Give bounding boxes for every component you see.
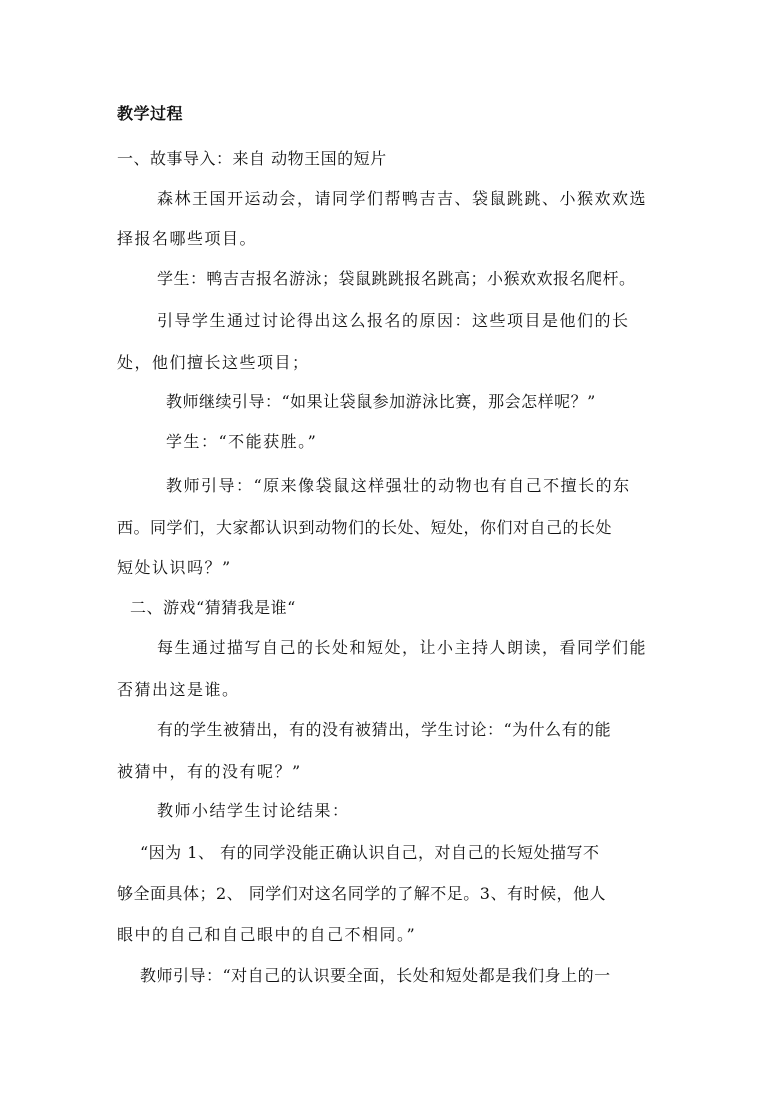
paragraph-line: 学生：“不能获胜。” <box>166 432 318 451</box>
paragraph-line: 择报名哪些项目。 <box>117 229 258 248</box>
paragraph-line: 短处认识吗？” <box>117 558 232 577</box>
paragraph-line: 每生通过描写自己的长处和短处，让小主持人朗读，看同学们能 <box>157 638 648 657</box>
paragraph-line: 引导学生通过讨论得出这么报名的原因：这些项目是他们的长 <box>157 311 630 330</box>
paragraph-line: 教师引导：“对自己的认识要全面，长处和短处都是我们身上的一 <box>140 966 611 985</box>
section-heading: 二、游戏“猜猜我是谁“ <box>130 598 296 617</box>
paragraph-line: 处，他们擅长这些项目； <box>117 353 310 372</box>
paragraph-line: 眼中的自己和自己眼中的自己不相同。” <box>117 925 417 944</box>
paragraph-line: 西。同学们，大家都认识到动物们的长处、短处，你们对自己的长处 <box>117 518 613 537</box>
paragraph-line: 否猜出这是谁。 <box>117 680 240 699</box>
section-title: 教学过程 <box>117 104 184 123</box>
paragraph-line: 教师引导：“原来像袋鼠这样强壮的动物也有自己不擅长的东 <box>166 476 631 495</box>
paragraph-line: 森林王国开运动会，请同学们帮鸭吉吉、袋鼠跳跳、小猴欢欢选 <box>157 189 648 208</box>
paragraph-line: 够全面具体；2、 同学们对这名同学的了解不足。3、有时候，他人 <box>117 884 606 903</box>
paragraph-line: 学生：鸭吉吉报名游泳；袋鼠跳跳报名跳高；小猴欢欢报名爬杆。 <box>157 269 636 288</box>
paragraph-line: 有的学生被猜出，有的没有被猜出，学生讨论：“为什么有的能 <box>157 720 612 739</box>
paragraph-line: 被猜中，有的没有呢？” <box>117 762 302 781</box>
paragraph-line: “因为 1、 有的同学没能正确认识自己，对自己的长短处描写不 <box>140 843 600 862</box>
paragraph-line: 一、故事导入：来自 动物王国的短片 <box>117 149 387 168</box>
paragraph-line: 教师继续引导：“如果让袋鼠参加游泳比赛，那会怎样呢？” <box>166 392 596 411</box>
paragraph-line: 教师小结学生讨论结果： <box>157 801 350 820</box>
